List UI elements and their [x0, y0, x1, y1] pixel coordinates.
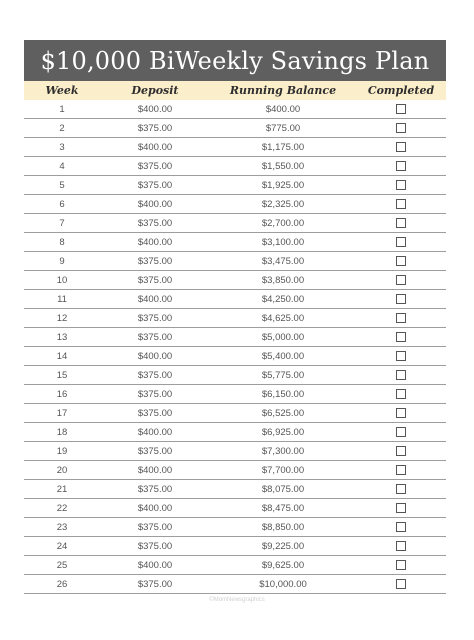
checkbox-icon[interactable] [396, 123, 406, 133]
deposit-cell: $400.00 [137, 559, 173, 571]
table-row [24, 404, 446, 423]
completed-cell [356, 104, 446, 114]
table-row [24, 461, 446, 480]
header-week: Week [45, 84, 79, 97]
deposit-cell: $400.00 [137, 350, 173, 362]
running-balance-cell: $3,475.00 [261, 255, 305, 267]
checkbox-icon[interactable] [396, 199, 406, 209]
checkbox-icon[interactable] [396, 370, 406, 380]
completed-cell [356, 180, 446, 190]
table-row [24, 309, 446, 328]
completed-cell [356, 351, 446, 361]
completed-cell [356, 237, 446, 247]
week-cell: 9 [59, 255, 65, 267]
week-cell: 17 [56, 407, 68, 419]
table-row [24, 290, 446, 309]
checkbox-icon[interactable] [396, 161, 406, 171]
completed-cell [356, 503, 446, 513]
deposit-cell: $375.00 [137, 540, 173, 552]
table-row [24, 347, 446, 366]
completed-cell [356, 275, 446, 285]
checkbox-icon[interactable] [396, 313, 406, 323]
completed-cell [356, 161, 446, 171]
running-balance-cell: $775.00 [265, 122, 301, 134]
checkbox-icon[interactable] [396, 142, 406, 152]
table-row [24, 480, 446, 499]
checkbox-icon[interactable] [396, 522, 406, 532]
completed-cell [356, 446, 446, 456]
week-cell: 5 [59, 179, 65, 191]
deposit-cell: $400.00 [137, 103, 173, 115]
deposit-cell: $375.00 [137, 388, 173, 400]
table-row [24, 271, 446, 290]
completed-cell [356, 370, 446, 380]
deposit-cell: $400.00 [137, 236, 173, 248]
deposit-cell: $400.00 [137, 464, 173, 476]
table-row [24, 556, 446, 575]
running-balance-cell: $5,775.00 [261, 369, 305, 381]
table-body [24, 100, 446, 594]
completed-cell [356, 142, 446, 152]
checkbox-icon[interactable] [396, 503, 406, 513]
running-balance-cell: $8,850.00 [261, 521, 305, 533]
table-row [24, 195, 446, 214]
deposit-cell: $375.00 [137, 445, 173, 457]
week-cell: 8 [59, 236, 65, 248]
deposit-cell: $375.00 [137, 369, 173, 381]
table-row [24, 499, 446, 518]
table-row [24, 214, 446, 233]
checkbox-icon[interactable] [396, 332, 406, 342]
running-balance-cell: $6,150.00 [261, 388, 305, 400]
table-row [24, 366, 446, 385]
footer-credit: ©MomNewsgraphics [209, 597, 265, 603]
week-cell: 3 [59, 141, 65, 153]
deposit-cell: $400.00 [137, 293, 173, 305]
running-balance-cell: $3,850.00 [261, 274, 305, 286]
completed-cell [356, 123, 446, 133]
completed-cell [356, 579, 446, 589]
table-row [24, 328, 446, 347]
week-cell: 23 [56, 521, 68, 533]
deposit-cell: $375.00 [137, 274, 173, 286]
week-cell: 16 [56, 388, 68, 400]
table-row [24, 423, 446, 442]
completed-cell [356, 541, 446, 551]
running-balance-cell: $9,625.00 [261, 559, 305, 571]
checkbox-icon[interactable] [396, 408, 406, 418]
table-row [24, 385, 446, 404]
running-balance-cell: $1,175.00 [261, 141, 305, 153]
week-cell: 2 [59, 122, 65, 134]
week-cell: 24 [56, 540, 68, 552]
running-balance-cell: $6,925.00 [261, 426, 305, 438]
completed-cell [356, 256, 446, 266]
checkbox-icon[interactable] [396, 294, 406, 304]
completed-cell [356, 427, 446, 437]
deposit-cell: $375.00 [137, 217, 173, 229]
completed-cell [356, 218, 446, 228]
deposit-cell: $375.00 [137, 578, 173, 590]
checkbox-icon[interactable] [396, 465, 406, 475]
completed-cell [356, 408, 446, 418]
header-deposit: Deposit [131, 84, 179, 97]
deposit-cell: $400.00 [137, 198, 173, 210]
table-row [24, 119, 446, 138]
checkbox-icon[interactable] [396, 446, 406, 456]
running-balance-cell: $1,925.00 [261, 179, 305, 191]
table-row [24, 252, 446, 271]
week-cell: 20 [56, 464, 68, 476]
running-balance-cell: $10,000.00 [259, 578, 307, 590]
table-row [24, 233, 446, 252]
week-cell: 12 [56, 312, 68, 324]
table-header [24, 81, 446, 100]
table-row [24, 176, 446, 195]
running-balance-cell: $4,250.00 [261, 293, 305, 305]
header-completed: Completed [367, 84, 435, 97]
checkbox-icon[interactable] [396, 484, 406, 494]
deposit-cell: $375.00 [137, 160, 173, 172]
completed-cell [356, 332, 446, 342]
checkbox-icon[interactable] [396, 389, 406, 399]
table-row [24, 575, 446, 594]
completed-cell [356, 465, 446, 475]
deposit-cell: $400.00 [137, 426, 173, 438]
running-balance-cell: $8,075.00 [261, 483, 305, 495]
completed-cell [356, 484, 446, 494]
week-cell: 19 [56, 445, 68, 457]
deposit-cell: $375.00 [137, 483, 173, 495]
deposit-cell: $400.00 [137, 141, 173, 153]
week-cell: 25 [56, 559, 68, 571]
completed-cell [356, 560, 446, 570]
completed-cell [356, 389, 446, 399]
table-row [24, 100, 446, 119]
week-cell: 1 [59, 103, 65, 115]
completed-cell [356, 294, 446, 304]
week-cell: 10 [56, 274, 68, 286]
week-cell: 6 [59, 198, 65, 210]
running-balance-cell: $7,300.00 [261, 445, 305, 457]
running-balance-cell: $5,000.00 [261, 331, 305, 343]
running-balance-cell: $2,325.00 [261, 198, 305, 210]
checkbox-icon[interactable] [396, 104, 406, 114]
deposit-cell: $375.00 [137, 255, 173, 267]
table-row [24, 537, 446, 556]
checkbox-icon[interactable] [396, 256, 406, 266]
running-balance-cell: $9,225.00 [261, 540, 305, 552]
week-cell: 13 [56, 331, 68, 343]
running-balance-cell: $5,400.00 [261, 350, 305, 362]
deposit-cell: $375.00 [137, 312, 173, 324]
deposit-cell: $375.00 [137, 179, 173, 191]
running-balance-cell: $4,625.00 [261, 312, 305, 324]
week-cell: 21 [56, 483, 68, 495]
week-cell: 14 [56, 350, 68, 362]
running-balance-cell: $3,100.00 [261, 236, 305, 248]
checkbox-icon[interactable] [396, 275, 406, 285]
week-cell: 7 [59, 217, 65, 229]
table-row [24, 157, 446, 176]
week-cell: 26 [56, 578, 68, 590]
completed-cell [356, 313, 446, 323]
week-cell: 11 [57, 293, 67, 305]
deposit-cell: $375.00 [137, 122, 173, 134]
table-row [24, 518, 446, 537]
running-balance-cell: $2,700.00 [261, 217, 305, 229]
week-cell: 18 [56, 426, 68, 438]
deposit-cell: $400.00 [137, 502, 173, 514]
running-balance-cell: $6,525.00 [261, 407, 305, 419]
header-running-balance: Running Balance [229, 84, 337, 97]
week-cell: 22 [56, 502, 68, 514]
checkbox-icon[interactable] [396, 180, 406, 190]
checkbox-icon[interactable] [396, 218, 406, 228]
table-row [24, 138, 446, 157]
page-title: $10,000 BiWeekly Savings Plan [24, 40, 446, 81]
checkbox-icon[interactable] [396, 560, 406, 570]
checkbox-icon[interactable] [396, 541, 406, 551]
running-balance-cell: $400.00 [265, 103, 301, 115]
completed-cell [356, 522, 446, 532]
running-balance-cell: $8,475.00 [261, 502, 305, 514]
week-cell: 4 [59, 160, 65, 172]
checkbox-icon[interactable] [396, 579, 406, 589]
checkbox-icon[interactable] [396, 237, 406, 247]
deposit-cell: $375.00 [137, 407, 173, 419]
completed-cell [356, 199, 446, 209]
running-balance-cell: $1,550.00 [261, 160, 305, 172]
checkbox-icon[interactable] [396, 427, 406, 437]
deposit-cell: $375.00 [137, 331, 173, 343]
table-row [24, 442, 446, 461]
running-balance-cell: $7,700.00 [261, 464, 305, 476]
savings-plan-sheet [24, 40, 446, 594]
deposit-cell: $375.00 [137, 521, 173, 533]
checkbox-icon[interactable] [396, 351, 406, 361]
week-cell: 15 [56, 369, 68, 381]
